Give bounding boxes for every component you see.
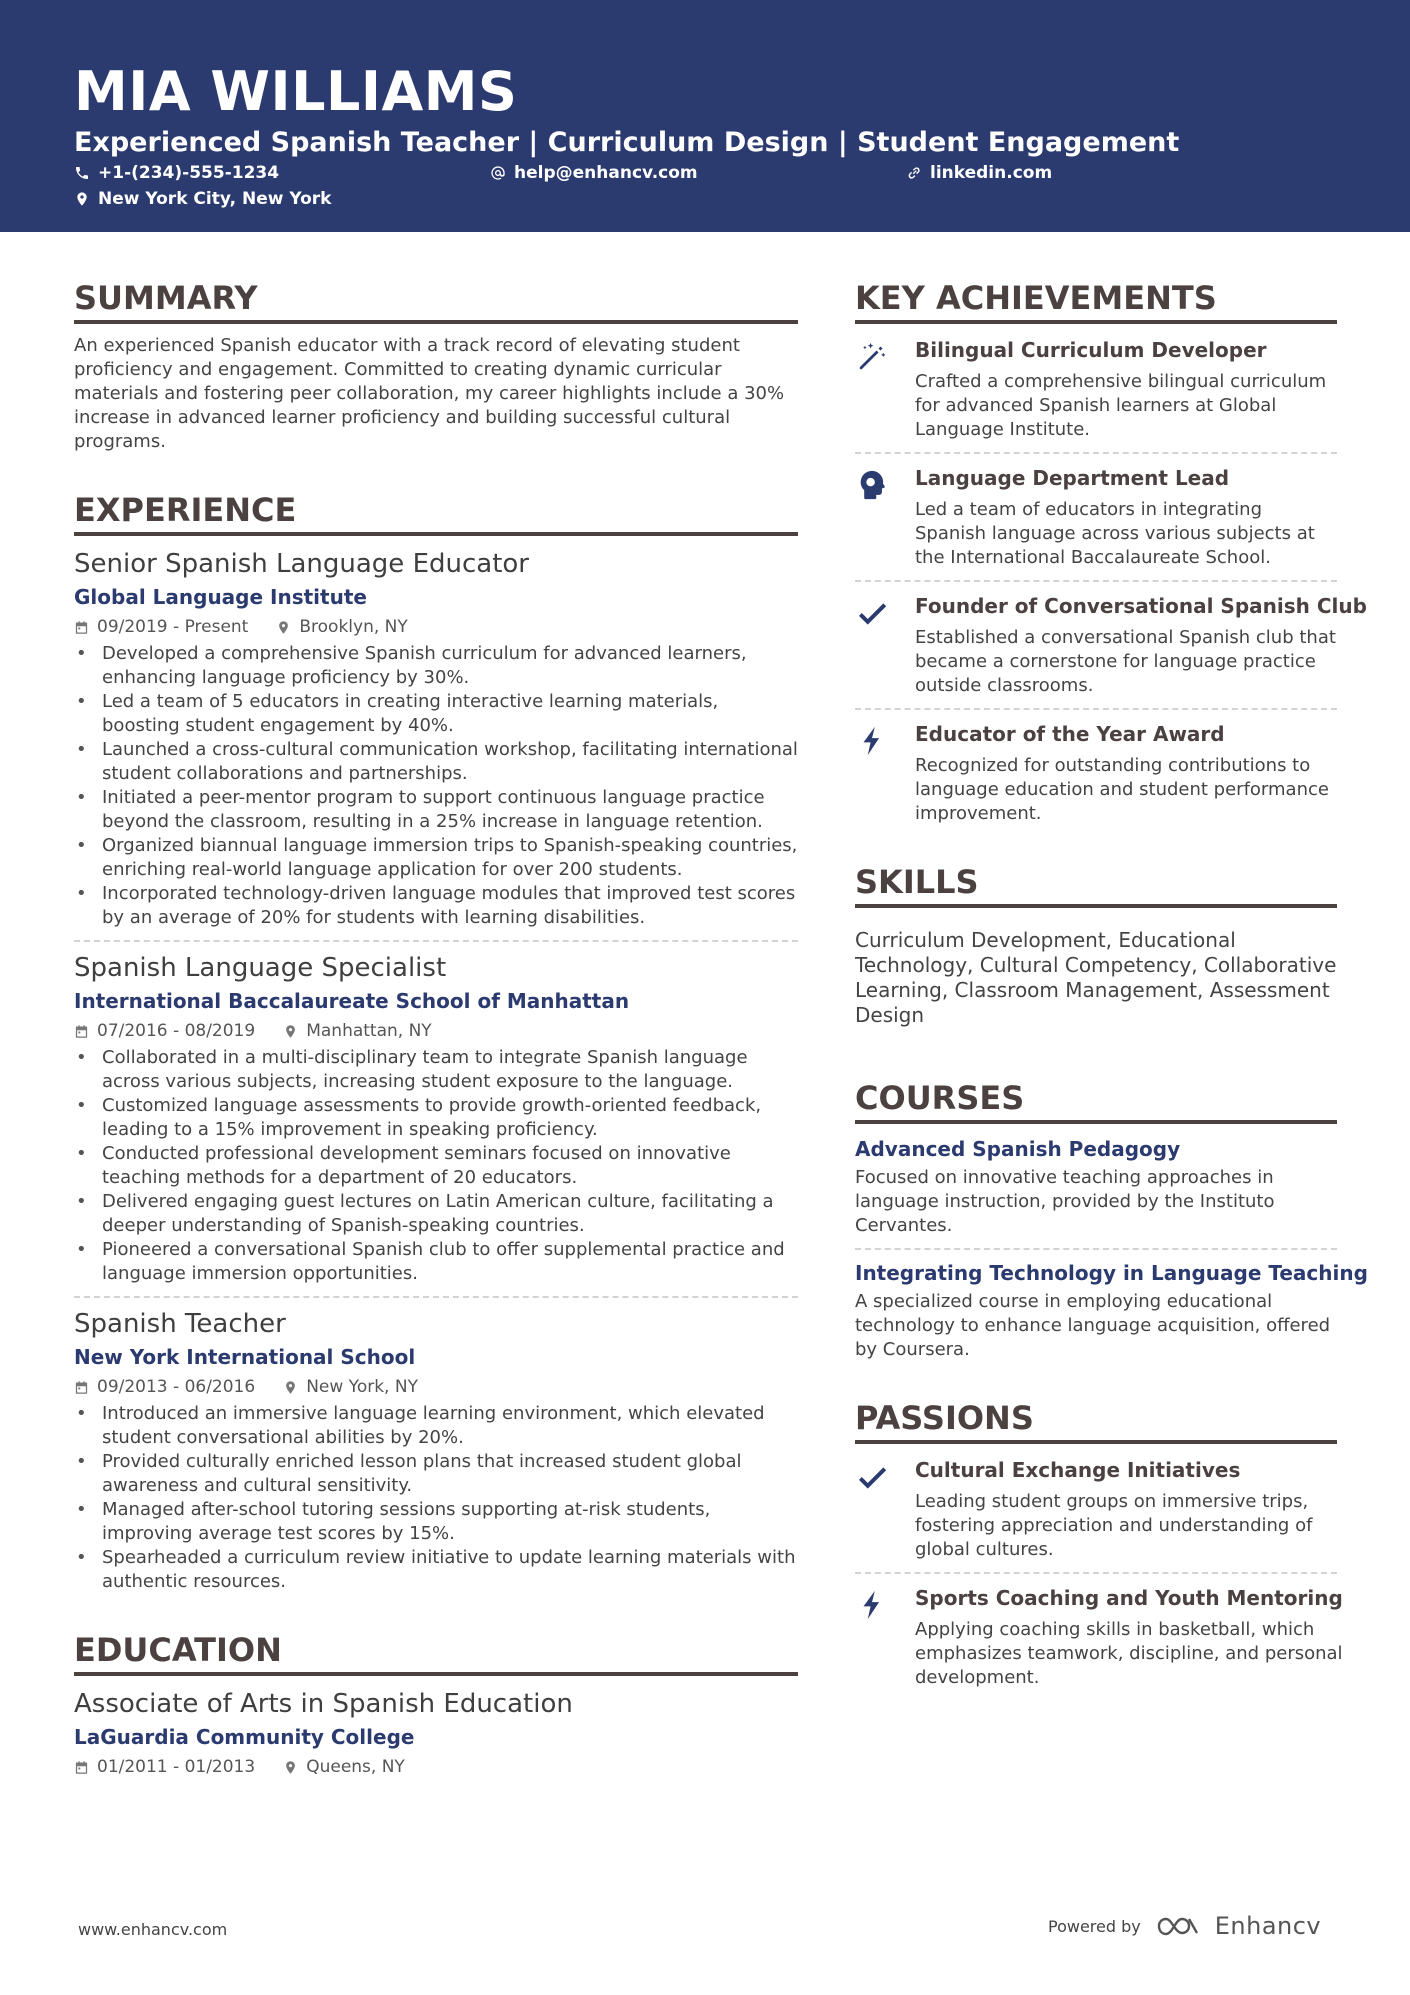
achievement-title: Language Department Lead [915,466,1230,490]
passion-desc: Applying coaching skills in basketball, which emphasizes teamwork, discipline, and personal development. [915,1619,1343,1688]
contact-location [74,188,331,210]
course-desc: Focused on innovative teaching approaches in language instruction, provided by the Instituto Cervantes. [855,1167,1275,1236]
passion-desc: Leading student groups on immersive trips, fostering appreciation and understanding of global cultures. [915,1491,1313,1560]
passions-title: PASSIONS [855,1398,1337,1444]
job-organization: New York International School [74,1345,416,1369]
calendar-icon [74,1024,89,1039]
location-pin-icon [283,1024,298,1039]
divider [855,452,1337,454]
passion-title: Sports Coaching and Youth Mentoring [915,1586,1343,1610]
job-meta [74,616,798,638]
achievement-desc: Crafted a comprehensive bilingual curriculum for advanced Spanish learners at Global Language Institute. [915,371,1327,440]
achievement-title: Educator of the Year Award [915,722,1225,746]
left-column [74,278,798,1778]
job-bullets [74,1402,798,1594]
achievements-title: KEY ACHIEVEMENTS [855,278,1337,324]
bullet-item: • Customized language assessments to provide growth-oriented feedback, leading to a 15% improvement in speaking proficiency. [74,1094,798,1142]
bullet-item: • Introduced an immersive language learning environment, which elevated student conversational abilities by 20%. [74,1402,798,1450]
bullet-item: • Developed a comprehensive Spanish curriculum for advanced learners, enhancing language proficiency by 30%. [74,642,798,690]
divider [855,708,1337,710]
bullet-item: • Collaborated in a multi-disciplinary team to integrate Spanish language across various subjects, increasing student exposure to the language. [74,1046,798,1094]
summary-text: An experienced Spanish educator with a track record of elevating student proficiency and engagement. Committed to creating dynamic curricular materials and fostering peer collaboration, my career highlights include a 30% increase in advanced learner proficiency and building successful cultural programs. [74,335,785,452]
course-title: Advanced Spanish Pedagogy [855,1137,1181,1161]
brand-name: Enhancv [1214,1912,1322,1940]
footer-website[interactable]: www.enhancv.com [78,1920,228,1939]
job-bullets [74,642,798,930]
link-icon [906,165,922,181]
job-dates: 07/2016 - 08/2019 [97,1021,256,1041]
job-meta [74,1376,798,1398]
candidate-name: MIA WILLIAMS [74,60,518,123]
footer-branding [1048,1912,1321,1940]
location-pin-icon [276,620,291,635]
divider [74,1296,798,1298]
school-name: LaGuardia Community College [74,1725,415,1749]
job-title: Spanish Teacher [74,1309,286,1339]
email-link[interactable]: help@enhancv.com [514,163,698,183]
calendar-icon [74,620,89,635]
calendar-icon [74,1760,89,1775]
head-icon [855,468,889,502]
linkedin-link[interactable]: linkedin.com [930,163,1053,183]
education-location: Queens, NY [306,1757,405,1777]
lightning-icon [855,724,889,758]
resume-header [0,0,1410,232]
achievement-item [855,592,1367,698]
check-icon [855,596,889,630]
bullet-item: • Conducted professional development seminars focused on innovative teaching methods for a department of 20 educators. [74,1142,798,1190]
degree-title: Associate of Arts in Spanish Education [74,1689,573,1719]
passion-item [855,1584,1343,1690]
education-meta [74,1756,798,1778]
bullet-item: • Delivered engaging guest lectures on Latin American culture, facilitating a deeper understanding of Spanish-speaking countries. [74,1190,798,1238]
job-entry [74,548,798,930]
summary-title: SUMMARY [74,278,798,324]
bullet-item: • Managed after-school tutoring sessions supporting at-risk students, improving average test scores by 15%. [74,1498,798,1546]
job-entry [74,1308,798,1594]
divider [855,1248,1337,1250]
job-entry [74,952,798,1286]
job-location: New York, NY [306,1377,418,1397]
passion-item [855,1456,1337,1562]
bullet-item: • Pioneered a conversational Spanish club to offer supplemental practice and language immersion opportunities. [74,1238,798,1286]
phone-icon [74,165,90,181]
passion-title: Cultural Exchange Initiatives [915,1458,1241,1482]
achievement-item [855,720,1337,826]
achievement-title: Founder of Conversational Spanish Club [915,594,1367,618]
course-item [855,1136,1337,1238]
phone-text: +1-(234)-555-1234 [98,163,280,183]
job-bullets [74,1046,798,1286]
skills-title: SKILLS [855,862,1337,908]
right-column [855,278,1368,1690]
achievement-item [855,464,1337,570]
job-meta [74,1020,798,1042]
contact-phone [74,162,279,184]
achievement-title: Bilingual Curriculum Developer [915,338,1267,362]
course-desc: A specialized course in employing educational technology to enhance language acquisition, offered by Coursera. [855,1291,1331,1360]
bullet-item: • Organized biannual language immersion trips to Spanish-speaking countries, enriching real-world language application for over 200 students. [74,834,798,882]
at-icon [490,165,506,181]
achievement-desc: Recognized for outstanding contributions to language education and student performance improvement. [915,755,1329,824]
job-dates: 09/2013 - 06/2016 [97,1377,256,1397]
calendar-icon [74,1380,89,1395]
job-organization: International Baccalaureate School of Manhattan [74,989,630,1013]
magic-wand-icon [855,340,889,374]
location-pin-icon [74,191,90,207]
job-title: Spanish Language Specialist [74,953,447,983]
divider [855,580,1337,582]
bullet-item: • Led a team of 5 educators in creating interactive learning materials, boosting student engagement by 40%. [74,690,798,738]
course-title: Integrating Technology in Language Teaching [855,1261,1368,1285]
divider [74,940,798,942]
bullet-item: • Initiated a peer-mentor program to support continuous language practice beyond the classroom, resulting in a 25% increase in language retention. [74,786,798,834]
location-pin-icon [283,1380,298,1395]
location-text: New York City, New York [98,189,332,209]
lightning-icon [855,1588,889,1622]
contact-email[interactable] [490,162,698,184]
job-location: Manhattan, NY [306,1021,432,1041]
achievement-desc: Led a team of educators in integrating Spanish language across various subjects at the International Baccalaureate School. [915,499,1315,568]
course-item [855,1260,1368,1362]
experience-title: EXPERIENCE [74,490,798,536]
education-entry [74,1688,798,1778]
education-dates: 01/2011 - 01/2013 [97,1757,256,1777]
job-dates: 09/2019 - Present [97,617,249,637]
skills-list: Curriculum Development, Educational Technology, Cultural Competency, Collaborative Learning, Classroom Management, Assessment Design [855,928,1337,1027]
courses-title: COURSES [855,1078,1337,1124]
job-location: Brooklyn, NY [299,617,408,637]
enhancv-logo-icon [1155,1914,1201,1938]
check-icon [855,1460,889,1494]
divider [855,1572,1337,1574]
location-pin-icon [283,1760,298,1775]
education-title: EDUCATION [74,1630,798,1676]
bullet-item: • Launched a cross-cultural communication workshop, facilitating international student collaborations and partnerships. [74,738,798,786]
bullet-item: • Provided culturally enriched lesson plans that increased student global awareness and cultural sensitivity. [74,1450,798,1498]
bullet-item: • Incorporated technology-driven language modules that improved test scores by an average of 20% for students with learning disabilities. [74,882,798,930]
powered-by-text: Powered by [1048,1916,1141,1936]
achievement-item [855,336,1337,442]
job-organization: Global Language Institute [74,585,367,609]
contact-linkedin[interactable] [906,162,1052,184]
bullet-item: • Spearheaded a curriculum review initiative to update learning materials with authentic resources. [74,1546,798,1594]
candidate-tagline: Experienced Spanish Teacher | Curriculum Design | Student Engagement [74,127,1180,158]
job-title: Senior Spanish Language Educator [74,549,529,579]
achievement-desc: Established a conversational Spanish club that became a cornerstone for language practice outside classrooms. [915,627,1336,696]
